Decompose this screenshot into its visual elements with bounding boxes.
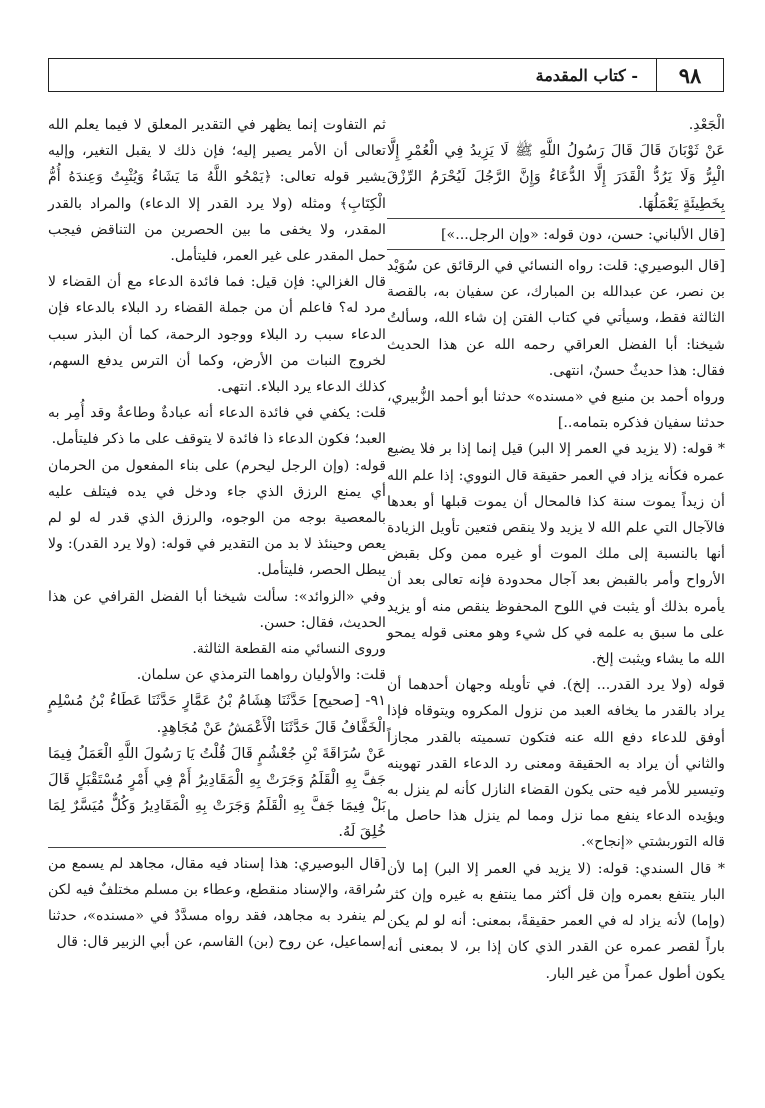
page-header: [48, 58, 724, 92]
footnote-separator: [48, 847, 386, 848]
paragraph: * قال السندي: قوله: (لا يزيد في العمر إلا البر) إما لأن البار ينتفع بعمره وإن قل أكثر مما ينتفع به غيره وإن كثر (وإما) لأنه يزاد له في العمر حقيقةً، بمعنى: أنه لو لم يكن باراً لقصر عمره عن القدر الذي كان إذا بر، لا بمعنى أنه يكون أطول عمراً من غير البار.: [387, 860, 725, 982]
page-number: ٩٨: [656, 59, 723, 91]
paragraph: الْجَعْدِ.: [688, 117, 725, 133]
paragraph: وفي «الزوائد»: سألت شيخنا أبا الفضل القرافي عن هذا الحديث، فقال: حسن.: [48, 588, 386, 631]
paragraph: قلت: يكفي في فائدة الدعاء أنه عبادةٌ وطاعةٌ وقد أُمِر به العبد؛ فكون الدعاء ذا فائدة لا يتوقف على ما ذكر فليتأمل.: [48, 405, 386, 448]
paragraph: [قال البوصيري: قلت: رواه النسائي في الرقائق عن سُوَيْد بن نصر، عن عبدالله بن المبارك، عن سفيان به، بالقصة الثالثة فقط، وسيأتي في كتاب الفتن إن شاء الله، وسألتُ شيخنا: أبا الفضل العراقي رحمه الله عن هذا الحديث فقال: هذا حديثٌ حسنٌ، انتهى.: [387, 258, 725, 379]
paragraph: [قال الألباني: حسن، دون قوله: «وإن الرجل...»]: [441, 226, 725, 243]
footnote-separator: [387, 218, 725, 219]
paragraph: ثم التفاوت إنما يظهر في التقدير المعلق لا فيما يعلم الله تعالى أن الأمر يصير إليه؛ فإن ذلك لا يقبل التغير، وإليه يشير قوله تعالى: ﴿يَمْحُو اللَّهُ مَا يَشَاءُ وَيُثْبِتُ وَعِندَهُ أُمُّ الْكِتَابِ﴾ ومثله (ولا يرد القدر إلا الدعاء) والمراد بالقدر المقدر، ولا يخفى ما بين الحصرين من التناقض فيجب حمل المقدر على غير العمر، فليتأمل.: [48, 117, 386, 265]
left-column: [48, 112, 386, 956]
hadith-text: ٩١- [صحيح] حَدَّثَنَا هِشَامُ بْنُ عَمَّارٍ حَدَّثَنَا عَطَاءُ بْنُ مُسْلِمٍ الْخَفَّافُ قَالَ حَدَّثَنَا الْأَعْمَشُ عَنْ مُجَاهِدٍ.: [48, 692, 386, 736]
paragraph: * قوله: (لا يزيد في العمر إلا البر) قيل إنما إذا بر فلا يضيع عمره فكأنه يزاد في العمر حقيقة قال النووي: إذا علم الله أن زيداً يموت سنة كذا فالمحال أن يموت قبلها أو بعدها فالآجال التي علم الله لا يزيد ولا ينقص فتعين تأويل الزيادة أنها بالنسبة إلى ملك الموت أو غيره ممن وكل بقبض الأرواح وأمر بالقبض بعد آجال محدودة فإنه تعالى بعد أن يأمره بذلك أو يثبت في اللوح المحفوظ ينقص منه أو يزيد على ما سبق به علمه في كل شيء وهو معنى قوله يمحو الله ما يشاء ويثبت إلخ.: [387, 441, 725, 668]
paragraph: قال الغزالي: فإن قيل: فما فائدة الدعاء مع أن القضاء لا مرد له؟ فاعلم أن من جملة القضاء رد البلاء بالدعاء فإن الدعاء سبب رد البلاء ووجود الرحمة، كما أن البذر سبب لخروج النبات من الأرض، وكما أن الترس يدفع السهم، كذلك الدعاء يرد البلاء. انتهى.: [48, 274, 386, 396]
paragraph: [قال البوصيري: هذا إسناد فيه مقال، مجاهد لم يسمع من سُراقة، والإسناد منقطع، وعطاء بن مسلم مختلفٌ فيه لكن لم ينفرد به مجاهد، فقد رواه مسدَّدٌ في «مسنده»، حدثنا إسماعيل، عن روح (بن) القاسم، عن أبي الزبير قال: قال: [48, 855, 386, 951]
hadith-text: عَنْ سُرَاقَةَ بْنِ جُعْشُمٍ قَالَ قُلْتُ يَا رَسُولَ اللَّهِ الْعَمَلُ فِيمَا جَفَّ بِهِ الْقَلَمُ وَجَرَتْ بِهِ الْمَقَادِيرُ أَمْ فِي أَمْرٍ مُسْتَقْبَلٍ قَالَ بَلْ فِيمَا جَفَّ بِهِ الْقَلَمُ وَجَرَتْ بِهِ الْمَقَادِيرُ وَكُلٌّ مُيَسَّرٌ لِمَا خُلِقَ لَهُ.: [48, 744, 386, 841]
chapter-title: - كتاب المقدمة: [535, 65, 638, 85]
right-column: [387, 112, 725, 987]
paragraph: قوله: (وإن الرجل ليحرم) على بناء المفعول من الحرمان أي يمنع الرزق الذي جاء ودخل في يده فيتلف عليه بالمعصية بوجه من الوجوه، والرزق الذي قدر له لو لم يعص وحينئذ لا بد من التقدير في قوله: (ولا يرد القدر): ولا يبطل الحصر، فليتأمل.: [48, 457, 386, 579]
paragraph: ورواه أحمد بن منيع في «مسنده» حدثنا أبو أحمد الزُّبيري، حدثنا سفيان فذكره بتمامه..]: [387, 389, 725, 432]
paragraph: قوله (ولا يرد القدر... إلخ). في تأويله وجهان أحدهما أن يراد بالقدر ما يخافه العبد من نزول المكروه ويتوقاه فإذا أوفق للدعاء دفع الله عنه فتكون تسميته بالقدر مجازاً والثاني أن يراد به الحقيقة ومعنى رد الدعاء القدر تهوينه وتيسير للأمر فيه حتى يكون القضاء النازل كأنه لم ينزل به ويؤيده الدعاء ينفع مما نزل ومما لم ينزل هذا حاصل ما قاله التوربشتي «إنجاح».: [387, 677, 725, 851]
paragraph: قلت: والأوليان رواهما الترمذي عن سلمان.: [136, 667, 386, 684]
footnote-separator: [387, 249, 725, 250]
paragraph: وروى النسائي منه القطعة الثالثة.: [192, 641, 386, 658]
hadith-text: عَنْ ثَوْبَانَ قَالَ قَالَ رَسُولُ اللَّهِ ﷺ لَا يَزِيدُ فِي الْعُمْرِ إِلَّا الْبِرُّ وَلَا يَرُدُّ الْقَدَرَ إِلَّا الدُّعَاءُ وَإِنَّ الرَّجُلَ لَيُحْرَمُ الرِّزْقَ بِخَطِيئَةٍ يَعْمَلُهَا.: [387, 142, 725, 212]
